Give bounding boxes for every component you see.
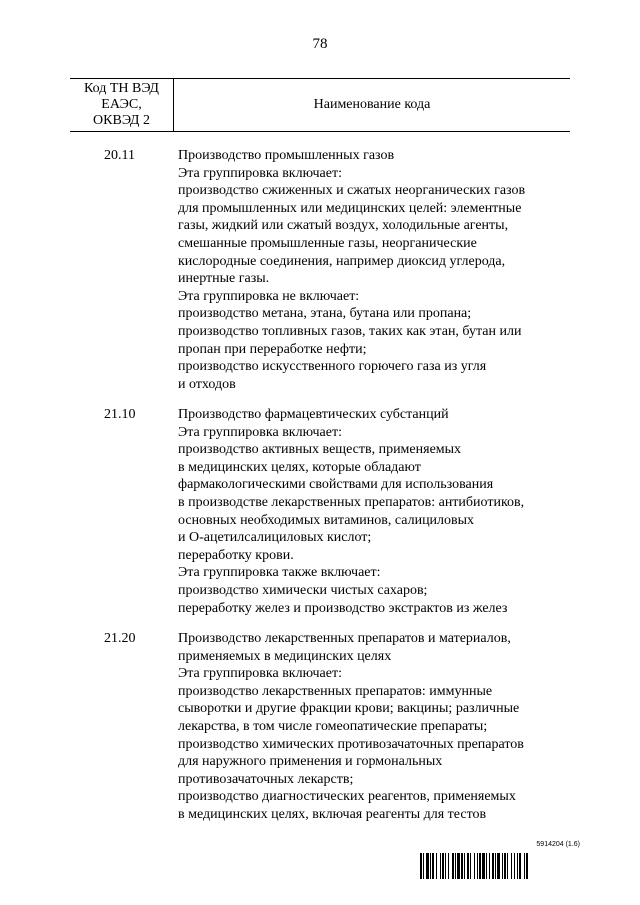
entry-line: смешанные промышленные газы, неорганические	[178, 235, 477, 251]
entry-line: Эта группировка не включает:	[178, 288, 360, 304]
entry-line: Производство лекарственных препаратов и материалов,	[178, 631, 511, 646]
entry-line: Эта группировка также включает:	[178, 565, 381, 581]
header-code-line: Код ТН ВЭД	[84, 81, 159, 96]
entry-line: производство химических противозачаточных препаратов	[178, 736, 524, 752]
entry-line: пропан при переработке нефти;	[178, 341, 367, 357]
entry-body	[178, 406, 578, 617]
entry-line: кислородные соединения, например диоксид углерода,	[178, 253, 506, 269]
entry-line: производство активных веществ, применяемых	[178, 442, 462, 458]
entry-code: 21.10	[104, 407, 136, 422]
entry-line: в медицинских целях, включая реагенты для тестов	[178, 806, 487, 822]
entry-line: производство лекарственных препаратов: иммунные	[178, 683, 493, 699]
entry-line: в производстве лекарственных препаратов: антибиотиков,	[178, 494, 525, 510]
barcode	[420, 841, 580, 879]
entry-line: производство химически чистых сахаров;	[178, 582, 428, 598]
entry-body	[178, 630, 578, 824]
entry-line: производство искусственного горючего газа из угля	[178, 359, 487, 375]
entry-code: 21.20	[104, 631, 136, 646]
entry-line: производство диагностических реагентов, применяемых	[178, 789, 516, 805]
entry-line: переработку крови.	[178, 547, 294, 563]
entry-line: применяемых в медицинских целях	[178, 648, 392, 664]
entry-line: производство сжиженных и сжатых неорганических газов	[178, 183, 526, 199]
header-code-line: ОКВЭД 2	[93, 113, 150, 128]
entry-line: основных необходимых витаминов, салициловых	[178, 512, 475, 528]
entry-line: Эта группировка включает:	[178, 424, 342, 440]
entry-line: противозачаточных лекарств;	[178, 771, 354, 787]
header-table	[70, 78, 570, 132]
entry-line: Эта группировка включает:	[178, 165, 342, 181]
entry-line: и О-ацетилсалициловых кислот;	[178, 530, 372, 546]
header-name-column: Наименование кода	[313, 97, 431, 112]
entry-line: лекарства, в том числе гомеопатические препараты;	[178, 718, 488, 734]
barcode-label: 5914204 (1.6)	[536, 841, 580, 848]
entry-line: производство топливных газов, таких как этан, бутан или	[178, 323, 522, 339]
entry-line: переработку желез и производство экстрактов из желез	[178, 600, 508, 616]
entry-line: Эта группировка включает:	[178, 666, 342, 682]
page-number: 78	[312, 36, 328, 52]
entry-line: производство метана, этана, бутана или пропана;	[178, 306, 472, 322]
entry-line: и отходов	[178, 376, 236, 392]
entry-line: сыворотки и другие фракции крови; вакцины; различные	[178, 701, 520, 717]
barcode-icon	[420, 853, 580, 879]
entry-line: для наружного применения и гормональных	[178, 754, 443, 770]
entry-body	[178, 147, 578, 393]
header-code-line: ЕАЭС,	[101, 97, 142, 112]
entry-line: в медицинских целях, которые обладают	[178, 459, 421, 475]
entry-code: 20.11	[104, 148, 135, 163]
entry-line: для промышленных или медицинских целей: элементные	[178, 200, 522, 216]
entry-line: фармакологическими свойствами для использования	[178, 477, 494, 493]
entry-line: инертные газы.	[178, 271, 270, 287]
entry-line: газы, жидкий или сжатый воздух, холодильные агенты,	[178, 218, 509, 234]
entry-line: Производство фармацевтических субстанций	[178, 407, 449, 422]
header-code-column	[70, 79, 174, 131]
entry-line: Производство промышленных газов	[178, 148, 395, 163]
